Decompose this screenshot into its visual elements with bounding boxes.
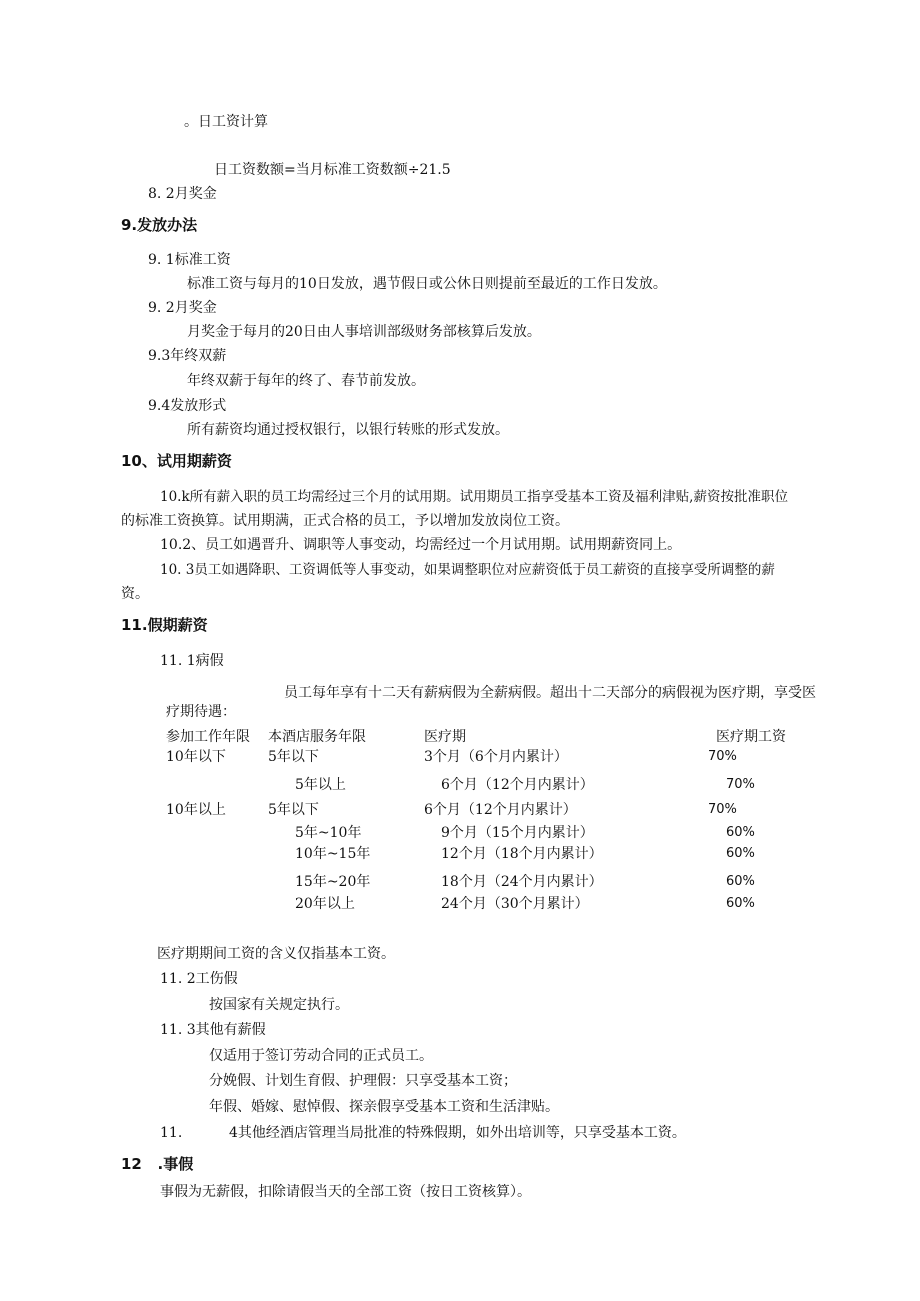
cell-medical-pay: 70% — [726, 777, 755, 792]
other-paid-leave-label: 11. 3其他有薪假 — [160, 1022, 266, 1038]
header-medical-period: 医疗期 — [424, 729, 466, 745]
section-12-text: 事假为无薪假，扣除请假当天的全部工资（按日工资核算）。 — [160, 1184, 531, 1200]
section-12-title: 12 .事假 — [121, 1155, 194, 1173]
special-leave-label: 11. — [160, 1125, 183, 1141]
header-hotel-years: 本酒店服务年限 — [268, 729, 366, 745]
injury-leave-label: 11. 2工伤假 — [160, 971, 238, 987]
cell-medical-pay: 60% — [726, 874, 755, 889]
cell-medical-pay: 70% — [708, 802, 737, 817]
section-10-p2: 10.2、员工如遇晋升、调职等人事变动，均需经过一个月试用期。试用期薪资同上。 — [160, 537, 682, 553]
cell-medical-period: 9个月（15个月内累计） — [441, 825, 594, 841]
daily-wage-heading: 。日工资计算 — [184, 114, 268, 130]
item-9-2-label: 9. 2月奖金 — [148, 300, 217, 316]
cell-work-years: 10年以下 — [166, 749, 226, 765]
section-10-p1-line2: 的标准工资换算。试用期满，正式合格的员工，予以增加发放岗位工资。 — [121, 513, 569, 529]
cell-medical-pay: 60% — [726, 846, 755, 861]
cell-medical-pay: 60% — [726, 896, 755, 911]
item-9-2-text: 月奖金于每月的20日由人事培训部级财务部核算后发放。 — [187, 324, 541, 340]
cell-medical-period: 6个月（12个月内累计） — [424, 802, 577, 818]
cell-medical-period: 18个月（24个月内累计） — [441, 874, 603, 890]
cell-medical-period: 24个月（30个月累计） — [441, 896, 589, 912]
cell-medical-period: 6个月（12个月内累计） — [441, 777, 594, 793]
cell-hotel-years: 5年以下 — [268, 749, 319, 765]
section-10-p3-line2: 资。 — [121, 586, 149, 602]
other-paid-leave-line: 分娩假、计划生育假、护理假：只享受基本工资； — [209, 1073, 517, 1089]
other-paid-leave-line: 仅适用于签订劳动合同的正式员工。 — [209, 1048, 433, 1064]
section-10-p1-line1: 10.k所有薪入职的员工均需经过三个月的试用期。试用期员工指享受基本工资及福利津贴,薪资按批准职位 — [160, 489, 788, 505]
item-8-2: 8. 2月奖金 — [148, 186, 217, 202]
cell-medical-period: 12个月（18个月内累计） — [441, 846, 603, 862]
sick-leave-label: 11. 1病假 — [160, 653, 224, 669]
section-11-title: 11.假期薪资 — [121, 616, 208, 634]
cell-hotel-years: 5年以上 — [295, 777, 346, 793]
cell-work-years: 10年以上 — [166, 802, 226, 818]
other-paid-leave-line: 年假、婚嫁、慰悼假、探亲假享受基本工资和生活津贴。 — [209, 1099, 559, 1115]
cell-hotel-years: 20年以上 — [295, 896, 355, 912]
section-9-title: 9.发放办法 — [121, 216, 198, 234]
cell-medical-pay: 60% — [726, 825, 755, 840]
cell-hotel-years: 15年~20年 — [295, 874, 371, 890]
special-leave-text: 4其他经酒店管理当局批准的特殊假期，如外出培训等，只享受基本工资。 — [229, 1125, 686, 1141]
injury-leave-text: 按国家有关规定执行。 — [209, 997, 349, 1013]
item-9-1-text: 标准工资与每月的10日发放，遇节假日或公休日则提前至最近的工作日发放。 — [187, 276, 667, 292]
header-medical-pay: 医疗期工资 — [716, 729, 786, 745]
cell-hotel-years: 5年~10年 — [295, 825, 362, 841]
sick-leave-text-line2: 疗期待遇： — [166, 704, 236, 720]
item-9-3-label: 9.3年终双薪 — [148, 348, 227, 364]
cell-medical-pay: 70% — [708, 749, 737, 764]
item-9-4-label: 9.4发放形式 — [148, 398, 227, 414]
cell-hotel-years: 5年以下 — [268, 802, 319, 818]
section-10-title: 10、试用期薪资 — [121, 452, 232, 470]
item-9-4-text: 所有薪资均通过授权银行，以银行转账的形式发放。 — [187, 422, 509, 438]
daily-wage-formula: 日工资数额=当月标准工资数额÷21.5 — [214, 162, 451, 178]
header-work-years: 参加工作年限 — [166, 729, 250, 745]
item-9-1-label: 9. 1标准工资 — [148, 252, 231, 268]
cell-medical-period: 3个月（6个月内累计） — [424, 749, 568, 765]
sick-leave-note: 医疗期期间工资的含义仅指基本工资。 — [157, 946, 395, 962]
cell-hotel-years: 10年~15年 — [295, 846, 371, 862]
item-9-3-text: 年终双薪于每年的终了、春节前发放。 — [187, 373, 425, 389]
sick-leave-text-line1: 员工每年享有十二天有薪病假为全薪病假。超出十二天部分的病假视为医疗期，享受医 — [284, 685, 816, 701]
section-10-p3-line1: 10. 3员工如遇降职、工资调低等人事变动，如果调整职位对应薪资低于员工薪资的直接享受所调整的薪 — [160, 562, 775, 578]
